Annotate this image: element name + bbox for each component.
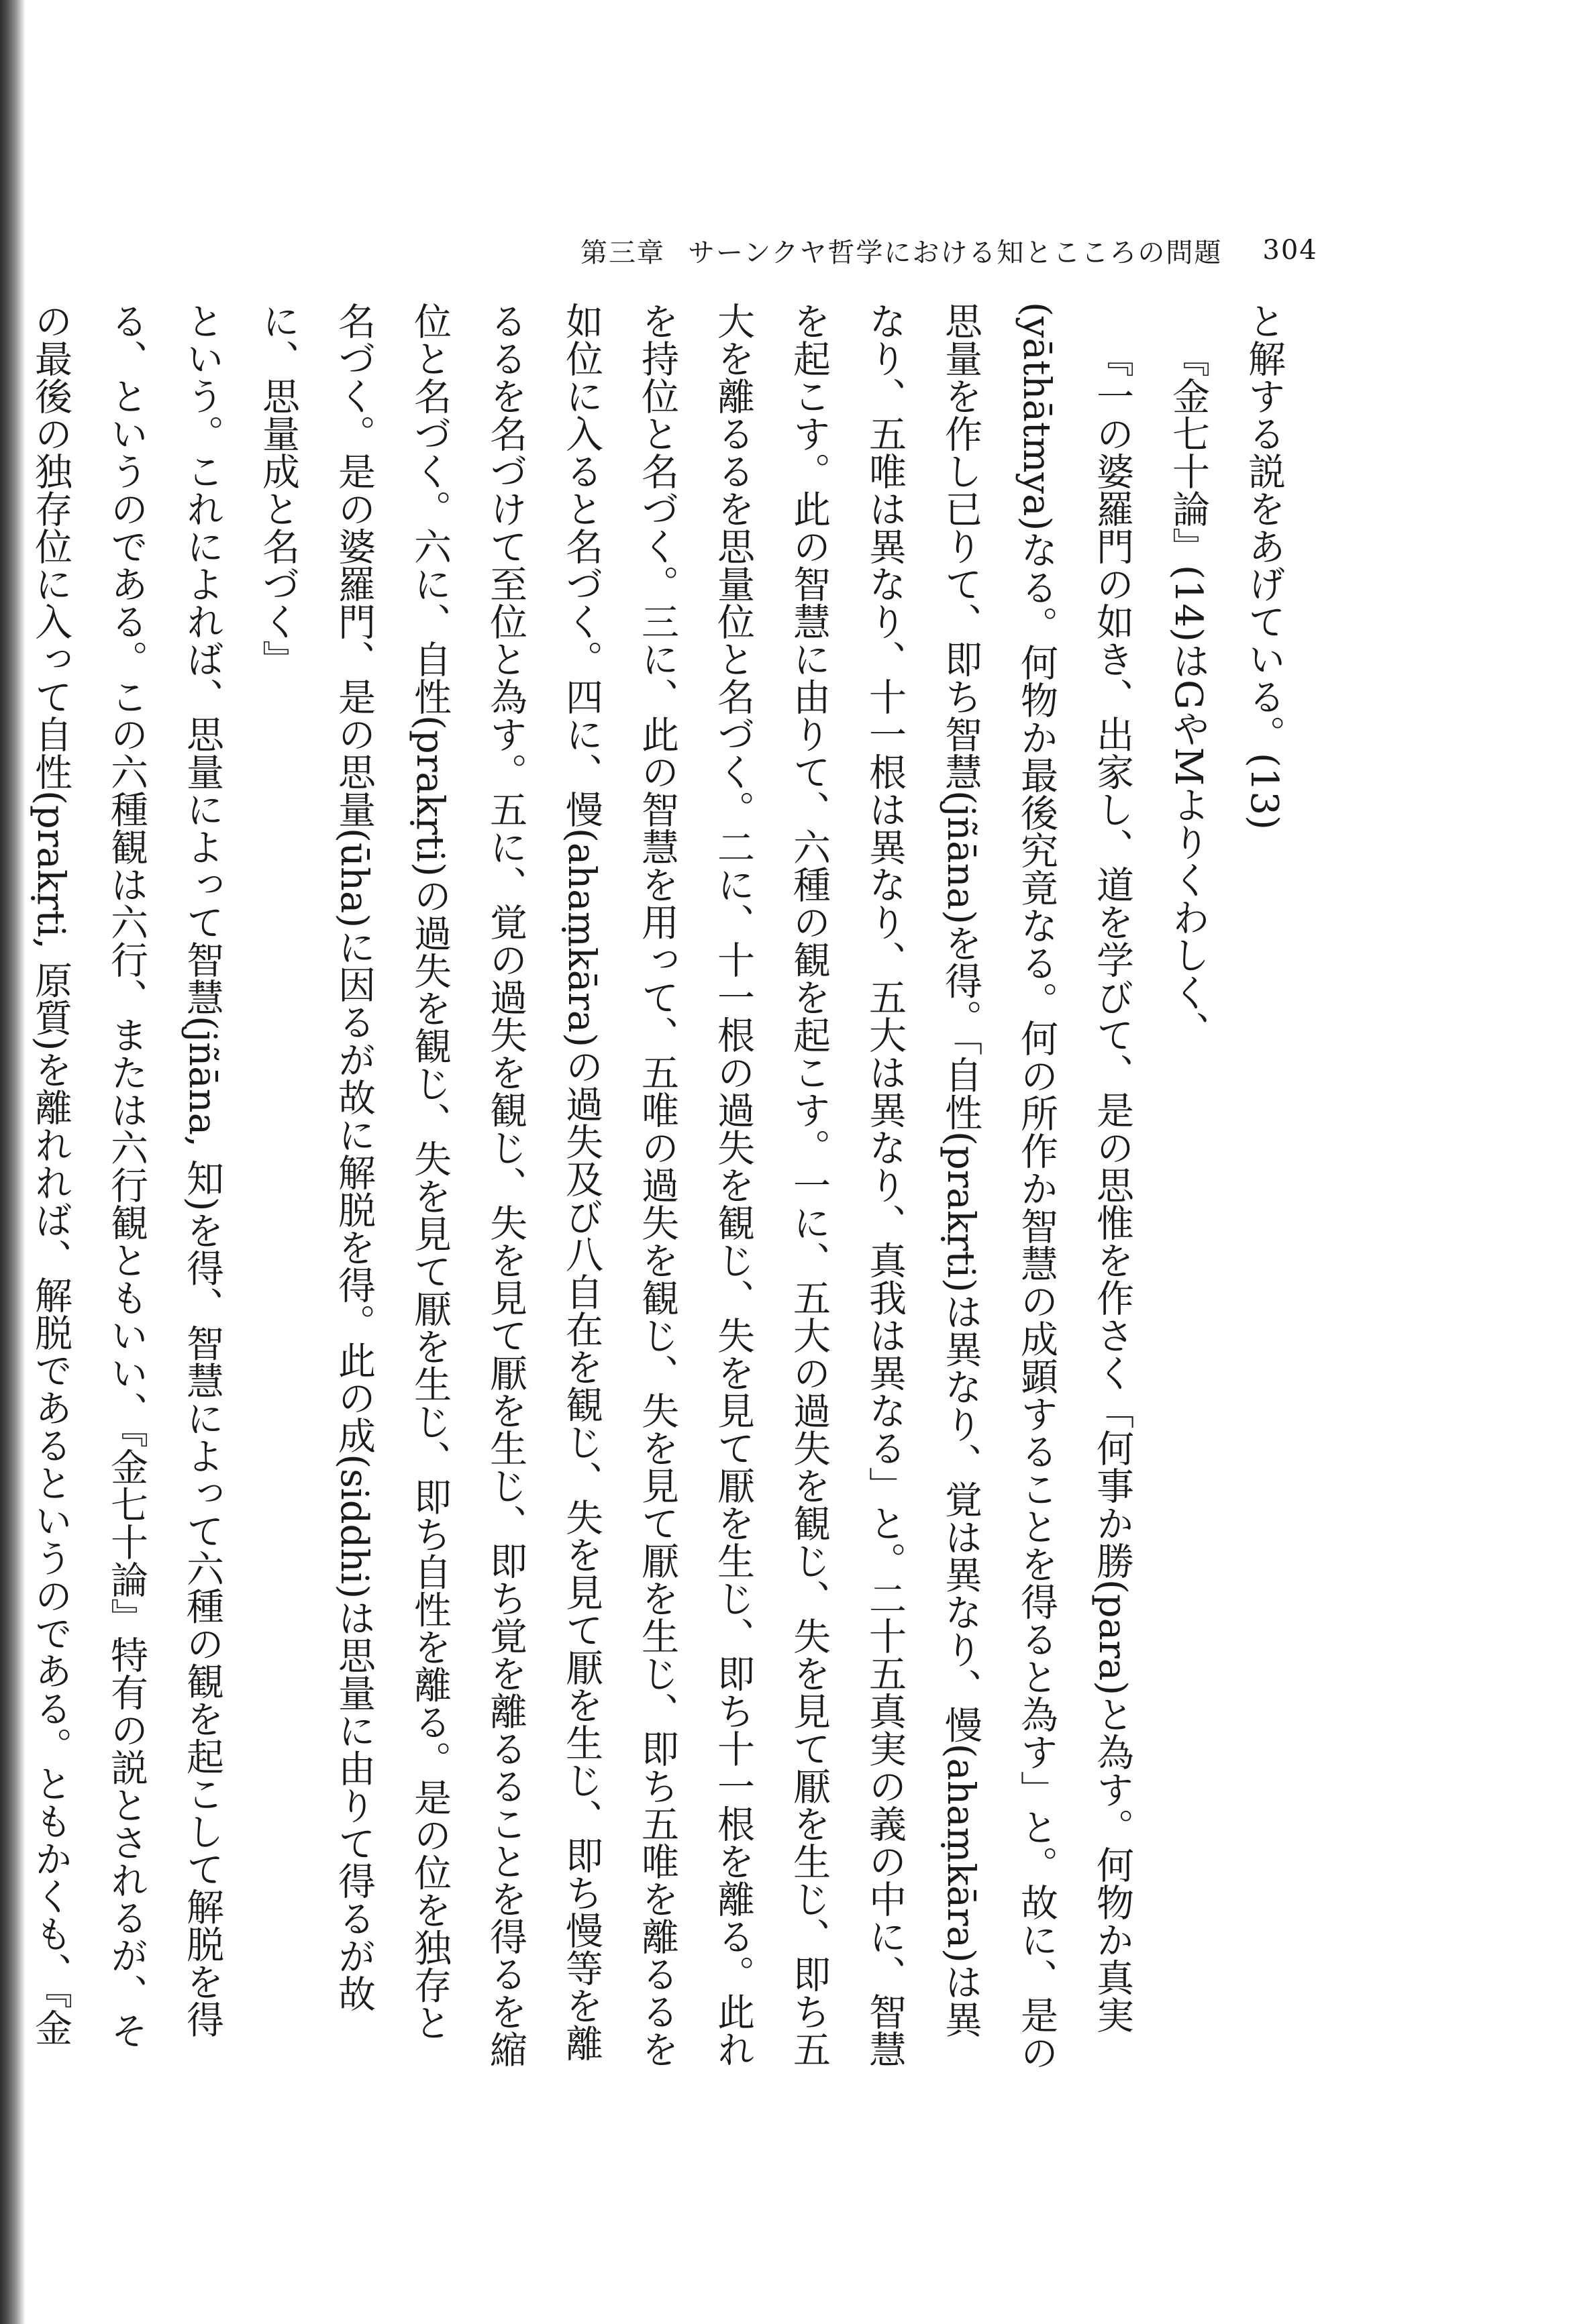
paragraph: と解する説をあげている。(13) bbox=[1242, 302, 1286, 830]
paragraph: 『金七十論』(14)はGやMよりくわしく、 bbox=[1166, 339, 1210, 1049]
running-head bbox=[580, 227, 1332, 274]
body-text bbox=[29, 302, 1302, 2073]
quotation: 『一の婆羅門の如き、出家し、道を学びて、是の思惟を作さく「何事か勝(para)と為す。何物か真実(yāthātmya)なる。何物か最後究竟なる。何の所作か智慧の成顕することを得ると為す」と。故に、是の思量を作し已りて、即ち智慧(jñāna)を得。「自性(prakṛti)は異なり、覚は異なり、慢(ahaṃkāra)は異なり、五唯は異なり、十一根は異なり、五大は異なり、真我は異なる」と。二十五真実の義の中に、智慧を起こす。此の智慧に由りて、六種の観を起こす。一に、五大の過失を観じ、失を見て厭を生じ、即ち五大を離るるを思量位と名づく。二に、十一根の過失を観じ、失を見て厭を生じ、即ち十一根を離る。此れを持位と名づく。三に、此の智慧を用って、五唯の過失を観じ、失を見て厭を生じ、即ち五唯を離るるを如位に入ると名づく。四に、慢(ahaṃkāra)の過失及び八自在を観じ、失を見て厭を生じ、即ち慢等を離るるを名づけて至位と為す。五に、覚の過失を観じ、失を見て厭を生じ、即ち覚を離るることを得るを縮位と名づく。六に、自性(prakṛti)の過失を観じ、失を見て厭を生じ、即ち自性を離る。是の位を独存と名づく。是の婆羅門、是の思量(ūha)に因るが故に解脱を得。此の成(siddhi)は思量に由りて得るが故に、思量成と名づく』 bbox=[256, 302, 1134, 2072]
page-number: 304 bbox=[1262, 235, 1318, 266]
chapter-label: 第三章 bbox=[580, 237, 665, 268]
chapter-title: サーンクヤ哲学における知とこころの問題 bbox=[688, 237, 1223, 268]
paragraph: という。これによれば、思量によって智慧(jñāna, 知)を得、智慧によって六種の観を起こして解脱を得る、というのである。この六種観は六行、または六行観ともいい、『金七十論』特有の説とされるが、その最後の独存位に入って自性(prakṛti, 原質)を離れれば、解脱であるというのである。ともかくも、『金 bbox=[29, 302, 224, 2049]
